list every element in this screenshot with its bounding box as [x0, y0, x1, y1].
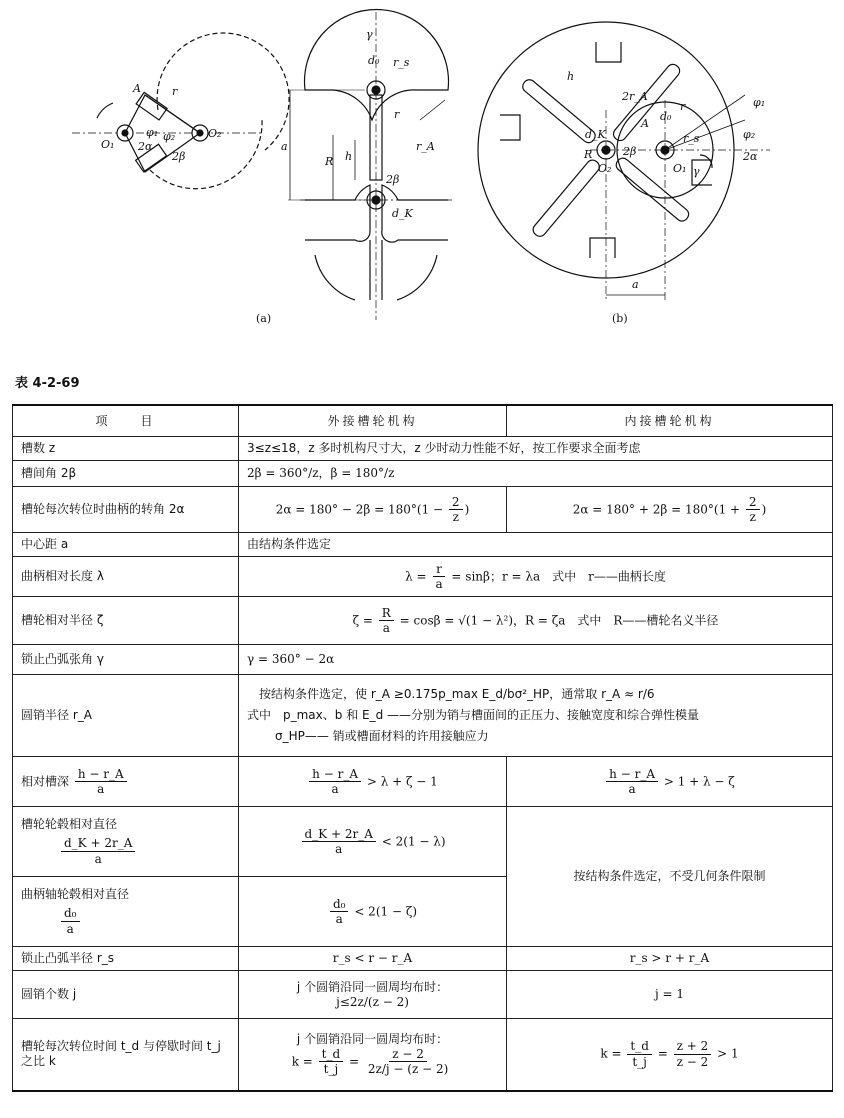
row-content: ζ = $\frac{R}{a}$ = cosβ = √(1 − λ²)，R = ζa 式中 R——槽轮名义半径 [239, 597, 833, 645]
label-b-r: r [680, 100, 686, 113]
fraction: $\frac{t\_d}{t\_j}$ [319, 1047, 344, 1077]
row-int-formula: 2α = 180° + 2β = 180°(1 + $\frac{2}{z}$ ) [507, 487, 833, 533]
geneva-parameter-table [12, 404, 833, 1092]
row-content: 按结构条件选定，使 r_A ≥0.175p_max E_d/bσ²_HP，通常取 r_A ≈ r/6 式中 p_max、b 和 E_d ——分别为销与槽面间的正压力、接触宽度和综合弹性模量 σ_HP—— 销或槽面材料的许用接触应力 [239, 675, 833, 757]
row-label: 槽间角 2β [13, 461, 239, 487]
row-int-formula: j = 1 [507, 971, 833, 1019]
label-a-a: a [281, 140, 288, 153]
label-a-O1: O₁ [101, 138, 115, 151]
row-ext-formula: 2α = 180° − 2β = 180°(1 − $\frac{2}{z}$ ) [239, 487, 507, 533]
figure-caption-b: (b) [612, 312, 628, 325]
table-row [13, 1019, 833, 1091]
label-b-O1: O₁ [673, 162, 687, 175]
label-a-2beta: 2β [172, 150, 186, 163]
table-row [13, 437, 833, 461]
row-int-formula: $\frac{h - r\_A}{a}$ > 1 + λ − ζ [507, 757, 833, 807]
table-row [13, 757, 833, 807]
row-ext-content: j 个圆销沿同一圆周均布时： j≤2z/(z − 2) [239, 971, 507, 1019]
fraction: $\frac{t\_d}{t\_j}$ [627, 1039, 652, 1069]
label-a-A: A [133, 82, 141, 95]
label-b-2rA: 2r_A [622, 90, 648, 103]
row-int-formula: r_s > r + r_A [507, 947, 833, 971]
table-header-row [13, 405, 833, 437]
label-b-R: R [584, 148, 593, 161]
row-label: 锁止凸弧张角 γ [13, 645, 239, 675]
fraction: $\frac{d\_K + 2r\_A}{a}$ [302, 827, 376, 857]
row-content: 由结构条件选定 [239, 533, 833, 557]
label-b-2beta: 2β [623, 145, 637, 158]
table-row [13, 597, 833, 645]
table-row [13, 487, 833, 533]
row-label: 相对槽深 $\frac{h - r\_A}{a}$ [13, 757, 239, 807]
table-row [13, 461, 833, 487]
row-content: 2β = 360°/z，β = 180°/z [239, 461, 833, 487]
label-a-2alpha: 2α [138, 140, 153, 153]
fraction: $\frac{d\_K + 2r\_A}{a}$ [61, 836, 135, 866]
label-a-rA: r_A [416, 140, 435, 153]
label-b-h: h [567, 70, 575, 83]
table-row [13, 533, 833, 557]
label-a-R: R [325, 155, 334, 168]
label-b-d0: d₀ [660, 110, 672, 123]
row-ext-formula: $\frac{h - r\_A}{a}$ > λ + ζ − 1 [239, 757, 507, 807]
row-label: 槽数 z [13, 437, 239, 461]
label-b-2alpha: 2α [743, 150, 758, 163]
row-label: 锁止凸弧半径 r_s [13, 947, 239, 971]
row-label: 槽轮相对半径 ζ [13, 597, 239, 645]
header-internal: 内接槽轮机构 [507, 405, 833, 437]
table-title: 表 4-2-69 [15, 376, 80, 391]
row-content: 3≤z≤18，z 多时机构尺寸大，z 少时动力性能不好，按工作要求全面考虑 [239, 437, 833, 461]
label-a-rs: r_s [393, 56, 410, 69]
label-a-r: r [172, 85, 178, 98]
label-b-gamma: γ [693, 165, 700, 178]
row-label: 中心距 a [13, 533, 239, 557]
row-int-content: 按结构条件选定，不受几何条件限制 [507, 807, 833, 947]
label-a-phi1: φ₁ [146, 126, 159, 139]
fraction: $\frac{z - 2}{2z/j - (z - 2)}$ [367, 1046, 449, 1077]
label-a-gamma: γ [366, 28, 373, 41]
figure-a-left-diagram [72, 33, 289, 189]
header-item: 项 目 [13, 405, 239, 437]
row-label: 槽轮每次转位时曲柄的转角 2α [13, 487, 239, 533]
label-b-O2: O₂ [598, 162, 612, 175]
row-ext-content: j 个圆销沿同一圆周均布时： k = $\frac{t\_d}{t\_j}$ = $\frac{z - 2}{2z/j - (z - 2)}$ [239, 1019, 507, 1091]
label-b-A: A [641, 117, 649, 130]
fraction: $\frac{r}{a}$ [432, 562, 445, 592]
row-int-formula: k = $\frac{t\_d}{t\_j}$ = $\frac{z + 2}{z - 2}$ > 1 [507, 1019, 833, 1091]
row-label: 槽轮每次转位时间 t_d 与停歇时间 t_j 之比 k [13, 1019, 239, 1091]
row-content: γ = 360° − 2α [239, 645, 833, 675]
fraction: $\frac{h - r\_A}{a}$ [606, 767, 658, 797]
label-b-phi2: φ₂ [743, 128, 756, 141]
fraction: $\frac{h - r\_A}{a}$ [75, 767, 127, 797]
row-label: 圆销半径 r_A [13, 675, 239, 757]
table-row [13, 557, 833, 597]
fraction: $\frac{2}{z}$ [746, 495, 760, 525]
table-row [13, 645, 833, 675]
label-a-d0: d₀ [368, 54, 380, 67]
fraction: $\frac{h - r\_A}{a}$ [309, 767, 361, 797]
fraction: $\frac{R}{a}$ [379, 606, 394, 636]
table-row [13, 675, 833, 757]
label-a-dK: d_K [392, 207, 413, 220]
geneva-mechanism-figure [0, 0, 844, 330]
label-b-phi1: φ₁ [753, 96, 766, 109]
row-ext-formula: $\frac{d\_K + 2r\_A}{a}$ < 2(1 − λ) [239, 807, 507, 877]
label-a-phi2: φ₂ [163, 130, 176, 143]
table-row [13, 971, 833, 1019]
label-b-rs: r_s [683, 132, 700, 145]
row-label: 曲柄相对长度 λ [13, 557, 239, 597]
label-a-2beta-b: 2β [386, 173, 400, 186]
row-content: λ = $\frac{r}{a}$ = sinβ；r = λa 式中 r——曲柄长度 [239, 557, 833, 597]
header-external: 外接槽轮机构 [239, 405, 507, 437]
row-ext-formula: $\frac{\text{d₀}}{a}$ < 2(1 − ζ) [239, 877, 507, 947]
table-row [13, 947, 833, 971]
fraction: $\frac{\text{d₀}}{a}$ [330, 897, 349, 927]
fraction: $\frac{\text{d₀}}{a}$ [61, 906, 80, 936]
row-label: 圆销个数 j [13, 971, 239, 1019]
row-label: 槽轮轮毂相对直径 $\frac{d\_K + 2r\_A}{a}$ [13, 807, 239, 877]
label-a-h: h [345, 150, 353, 163]
fraction: $\frac{2}{z}$ [449, 495, 463, 525]
row-ext-formula: r_s < r − r_A [239, 947, 507, 971]
label-a-r-right: r [394, 108, 400, 121]
label-a-O2: O₂ [208, 127, 222, 140]
figure-caption-a: (a) [256, 312, 272, 325]
label-b-a: a [632, 278, 639, 291]
label-b-dK: d_K [585, 128, 606, 141]
row-label: 曲柄轴轮毂相对直径 $\frac{\text{d₀}}{a}$ [13, 877, 239, 947]
figure-b-diagram [454, 0, 770, 302]
fraction: $\frac{z + 2}{z - 2}$ [674, 1039, 712, 1069]
table-row [13, 807, 833, 877]
